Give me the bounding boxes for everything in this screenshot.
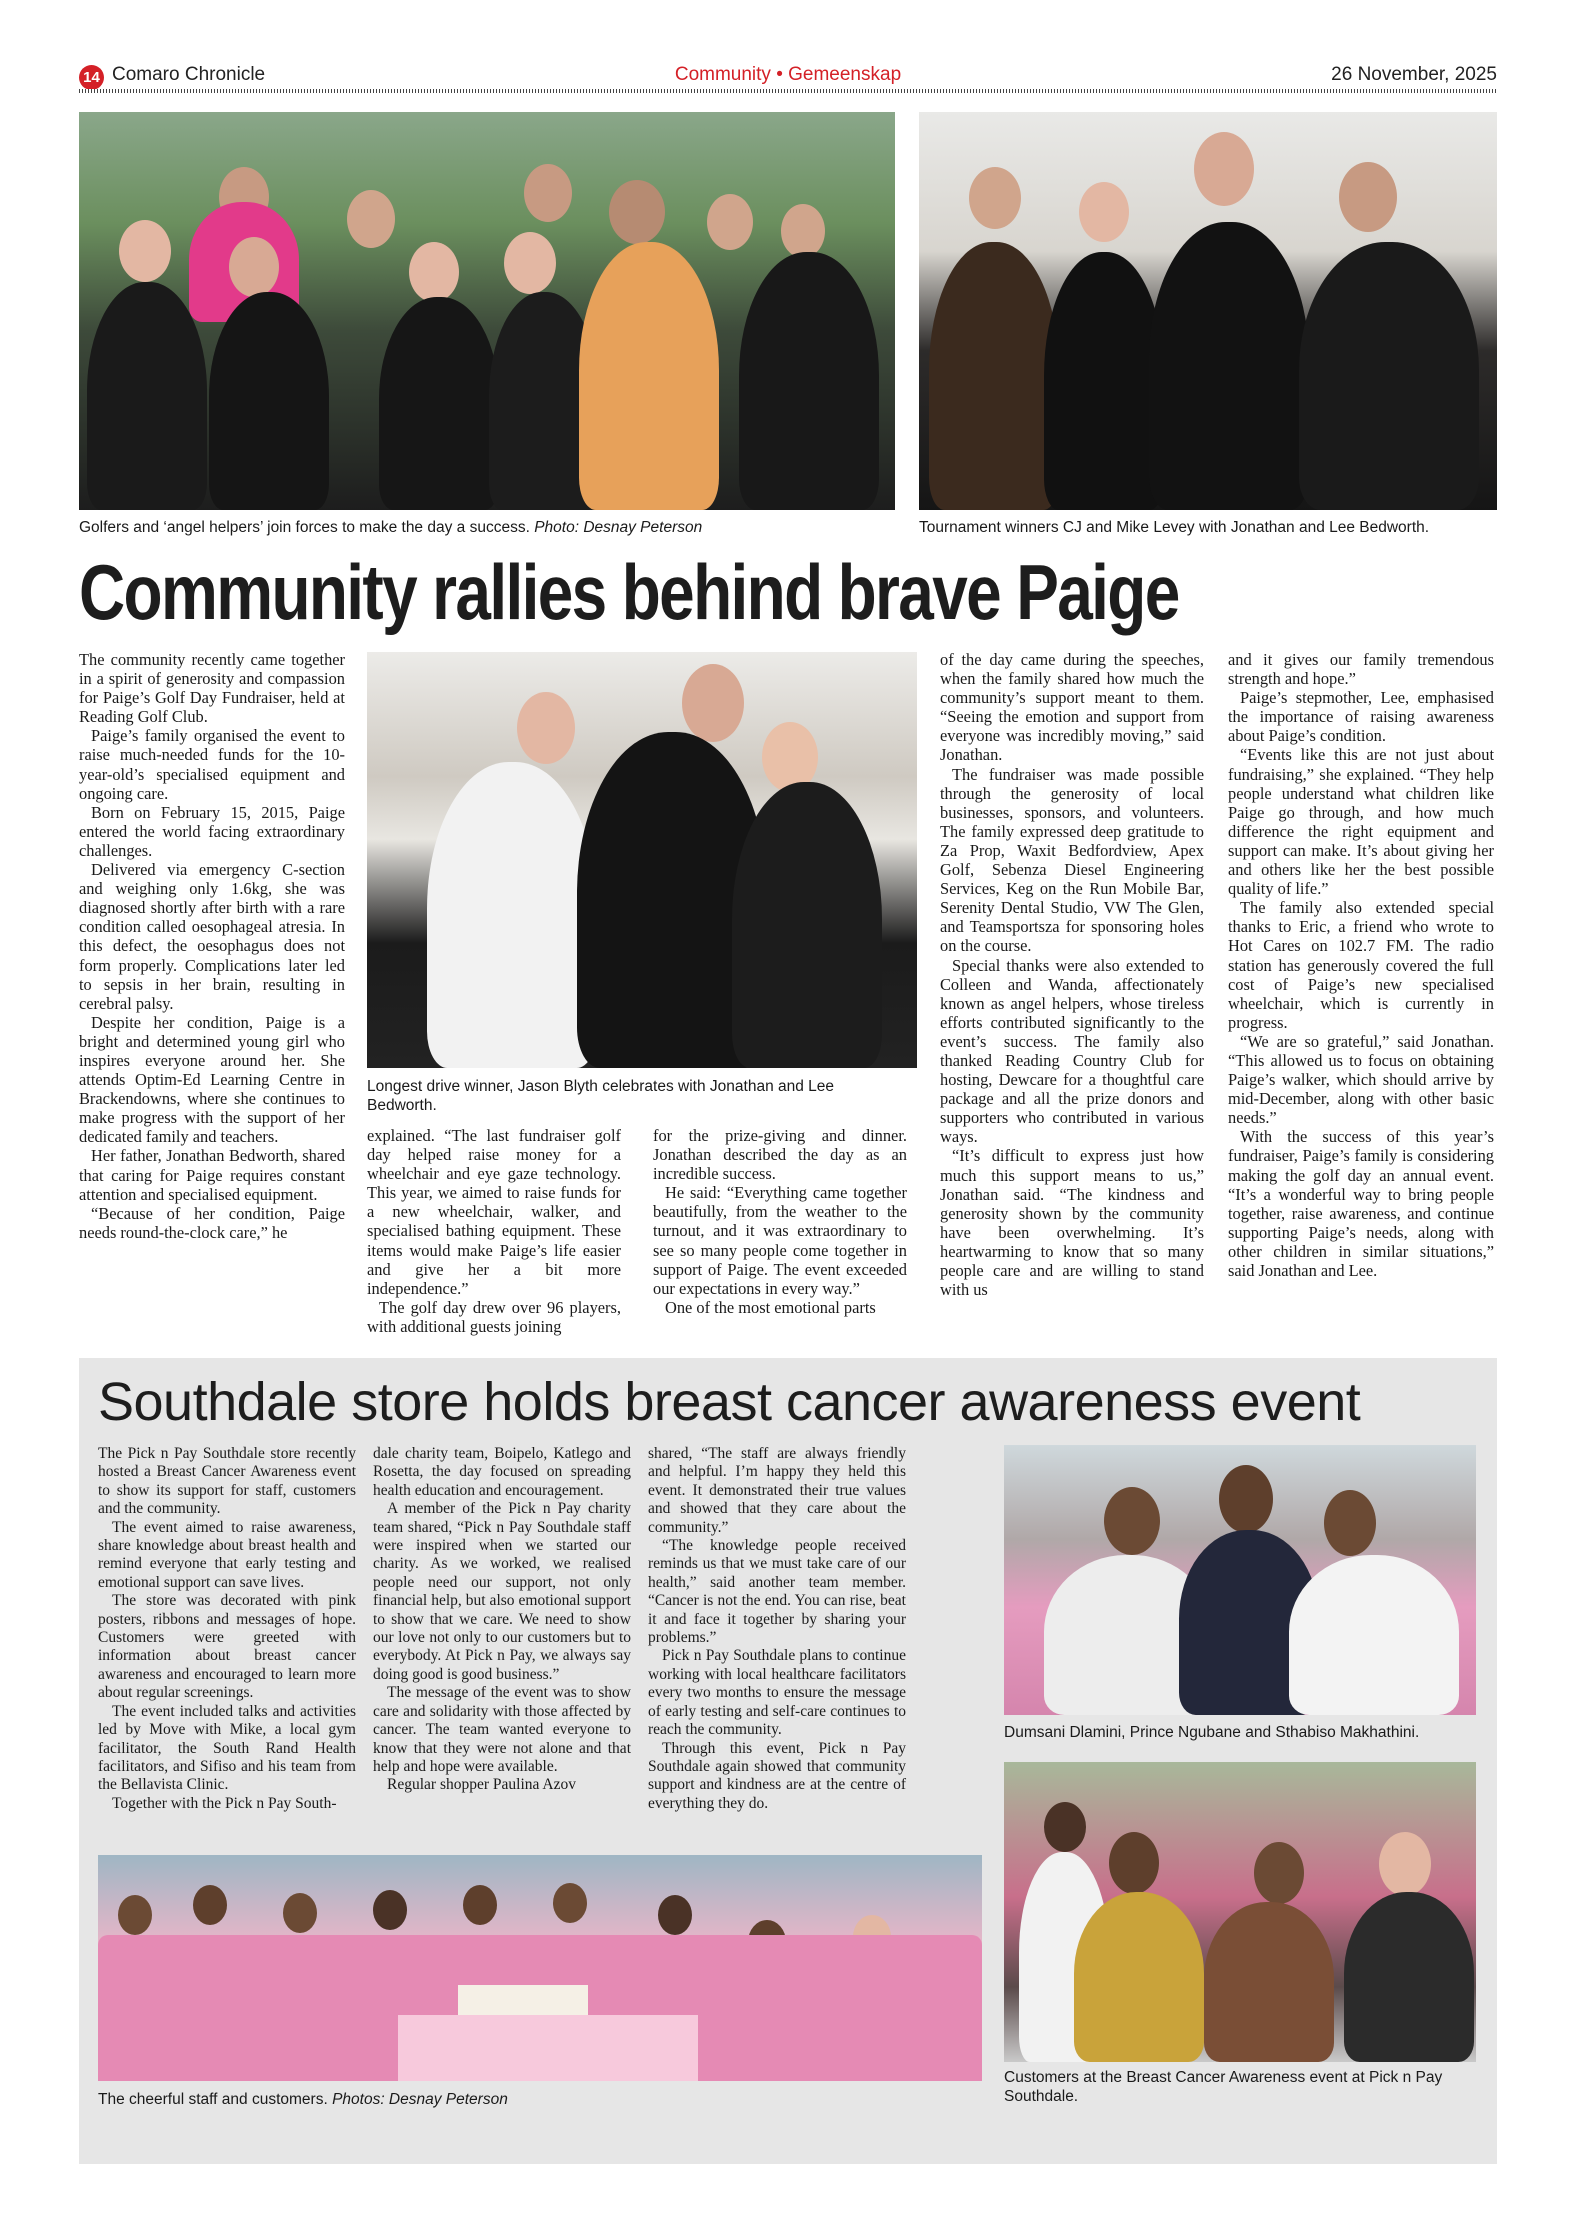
staff-caption-text: The cheerful staff and customers. <box>98 2091 328 2108</box>
paragraph: Paige’s stepmother, Lee, emphasised the importance of raising awareness about Paige’s condition. <box>1228 688 1494 746</box>
paragraph: Together with the Pick n Pay South- <box>112 1794 337 1812</box>
paragraph: A member of the Pick n Pay charity team shared, “Pick n Pay Southdale staff were inspired when we started our charity. As we worked, we realised people need our support, not only financial help, but also emotional support to show that we care. We need to show our love not only to our customers but to everybody. At Pick n Pay, we always say doing good is good business.” <box>373 1500 631 1683</box>
staff-photo <box>98 1855 982 2081</box>
paragraph: “It’s difficult to express just how much this support means to us,” Jonathan said. “The kindness and generosity shown by the community have been overwhelming. It’s heartwarming to know that so many people care and are willing to stand with us <box>940 1146 1204 1300</box>
paragraph: The fundraiser was made possible through the generosity of local businesses, sponsors, and volunteers. The family expressed deep gratitude to Za Prop, Waxit Bedfordview, Apex Golf, Sebenza Diesel Engineering Services, Keg on the Run Mobile Bar, Serenity Dental Studio, VW The Glen, and Teamsportsza for sponsoring holes on the course. <box>940 764 1204 956</box>
article2-column-1 <box>98 1445 356 1813</box>
section-label: Community • Gemeenskap <box>674 64 902 85</box>
article1-column-1 <box>79 650 345 1242</box>
paragraph: The store was decorated with pink posters, ribbons and messages of hope. Customers were greeted with information about breast cancer awareness and encouraged to learn more about regular screenings. <box>98 1592 356 1702</box>
issue-date: 26 November, 2025 <box>1331 64 1497 85</box>
dumsani-caption: Dumsani Dlamini, Prince Ngubane and Sthabiso Makhathini. <box>1004 1724 1420 1741</box>
golf-group-caption <box>79 518 899 537</box>
header-rule <box>79 89 1497 93</box>
dumsani-photo <box>1004 1445 1476 1715</box>
golf-group-credit: Photo: Desnay Peterson <box>534 519 703 536</box>
paragraph: With the success of this year’s fundraiser, Paige’s family is considering making the golf day an annual event. “It’s a wonderful way to bring people together, raise awareness, and continue supporting Paige’s needs, along with other children in similar situations,” said Jonathan and Lee. <box>1228 1127 1494 1280</box>
article1-column-3 <box>653 1126 907 1317</box>
paragraph: of the day came during the speeches, when the family shared how much the community’s support meant to them. “Seeing the emotion and support from everyone was incredibly moving,” said Jonathan. <box>940 650 1204 765</box>
paragraph: and it gives our family tremendous strength and hope.” <box>1228 650 1494 689</box>
paragraph: Special thanks were also extended to Colleen and Wanda, affectionately known as angel helpers, whose tireless efforts contributed significantly to the event’s success. The family also thanked Reading Country Club for hosting, Dewcare for a thoughtful care package and all the prize donors and supporters who contributed in various ways. <box>940 955 1204 1147</box>
paragraph: Regular shopper Paulina Azov <box>387 1776 576 1794</box>
tournament-winners-photo <box>919 112 1497 510</box>
staff-credit: Photos: Desnay Peterson <box>332 2091 508 2108</box>
paragraph: “We are so grateful,” said Jonathan. “This allowed us to focus on obtaining Paige’s walker, which should arrive by mid-December, along with other basic needs.” <box>1228 1031 1494 1128</box>
paragraph: explained. “The last fundraiser golf day helped raise money for a wheelchair and eye gaze technology. This year, we aimed to raise funds for a new wheelchair, walker, and specialised bathing equipment. These items would make Paige’s life easier and give her a bit more independence.” <box>367 1126 621 1298</box>
article1-column-4 <box>940 650 1204 1299</box>
article-headline: Community rallies behind brave Paige <box>79 548 1179 636</box>
customers-caption: Customers at the Breast Cancer Awareness event at Pick n Pay Southdale. <box>1004 2069 1443 2105</box>
staff-caption <box>98 2090 978 2109</box>
paragraph: for the prize-giving and dinner. Jonathan described the day as an incredible success. <box>653 1126 907 1184</box>
page-number: 14 <box>79 65 104 90</box>
paragraph: The event aimed to raise awareness, share knowledge about breast health and remind everyone that early testing and emotional support can save lives. <box>98 1518 356 1591</box>
paragraph: Born on February 15, 2015, Paige entered the world facing extraordinary challenges. <box>79 802 345 860</box>
page-header <box>79 62 1497 92</box>
customers-photo <box>1004 1762 1476 2062</box>
paragraph: He said: “Everything came together beautifully, from the weather to the turnout, and it was extraordinary to see so many people come together in support of Paige. The event exceeded our expectations in every way.” <box>653 1183 907 1298</box>
golf-group-caption-text: Golfers and ‘angel helpers’ join forces to make the day a success. <box>79 519 530 536</box>
longest-drive-caption: Longest drive winner, Jason Blyth celebrates with Jonathan and Lee Bedworth. <box>367 1078 835 1114</box>
paragraph: “Events like this are not just about fundraising,” she explained. “They help people understand what children like Paige go through, and how much difference the right equipment and support can make. It’s about giving her and others like her the best possible quality of life.” <box>1228 745 1494 899</box>
article2-headline: Southdale store holds breast cancer awareness event <box>98 1372 1361 1432</box>
article1-column-5 <box>1228 650 1494 1280</box>
paragraph: shared, “The staff are always friendly and helpful. I’m happy they held this event. It demonstrated their true values and showed that they care about the community.” <box>648 1445 906 1536</box>
paragraph: The Pick n Pay Southdale store recently hosted a Breast Cancer Awareness event to show its support for staff, customers and the community. <box>98 1445 356 1518</box>
paragraph: The event included talks and activities led by Move with Mike, a local gym facilitator, the South Rand Health facilitators, and Sifiso and his team from the Bellavista Clinic. <box>98 1702 356 1794</box>
paragraph: Despite her condition, Paige is a bright and determined young girl who inspires everyone around her. She attends Optim-Ed Learning Centre in Brackendowns, where she continues to make progress with the support of her dedicated family and teachers. <box>79 1012 345 1147</box>
paragraph: “The knowledge people received reminds us that we must take care of our health,” said another team member. “Cancer is not the end. You can rise, beat it and face it together by sharing your problems.” <box>648 1537 906 1647</box>
winners-caption: Tournament winners CJ and Mike Levey with Jonathan and Lee Bedworth. <box>919 519 1430 536</box>
paragraph: The message of the event was to show care and solidarity with those affected by cancer. The team wanted everyone to know that they were not alone and that help and hope were available. <box>373 1684 631 1775</box>
article2-column-3 <box>648 1445 906 1813</box>
article2-column-2 <box>373 1445 631 1795</box>
paragraph: Delivered via emergency C-section and weighing only 1.6kg, she was diagnosed shortly after birth with a rare condition called oesophageal atresia. In this defect, the oesophagus does not form properly. Complications later led to sepsis in her brain, resulting in cerebral palsy. <box>79 860 345 1013</box>
paragraph: The community recently came together in a spirit of generosity and compassion for Paige’s Golf Day Fundraiser, held at Reading Golf Club. <box>79 650 345 727</box>
paragraph: One of the most emotional parts <box>665 1297 876 1317</box>
article1-column-2 <box>367 1126 621 1336</box>
paragraph: Paige’s family organised the event to raise much-needed funds for the 10-year-old’s specialised equipment and ongoing care. <box>79 726 345 803</box>
longest-drive-photo <box>367 652 917 1068</box>
paragraph: The golf day drew over 96 players, with additional guests joining <box>367 1297 621 1336</box>
golf-group-photo <box>79 112 895 510</box>
publication-name: Comaro Chronicle <box>112 64 266 85</box>
paragraph: Pick n Pay Southdale plans to continue working with local healthcare facilitators every two months to ensure the message of early testing and self-care continues to reach the community. <box>648 1647 906 1739</box>
paragraph: dale charity team, Boipelo, Katlego and Rosetta, the day focused on spreading health education and encouragement. <box>373 1445 631 1499</box>
paragraph: Her father, Jonathan Bedworth, shared that caring for Paige requires constant attention and specialised equipment. <box>79 1146 345 1204</box>
paragraph: The family also extended special thanks to Eric, a friend who wrote to Hot Cares on 102.7 FM. The radio station has generously covered the full cost of Paige’s new specialised wheelchair, which is currently in progress. <box>1228 898 1494 1032</box>
paragraph: Through this event, Pick n Pay Southdale again showed that community support and kindness are at the centre of everything they do. <box>648 1739 906 1812</box>
paragraph: “Because of her condition, Paige needs round-the-clock care,” he <box>79 1203 345 1242</box>
